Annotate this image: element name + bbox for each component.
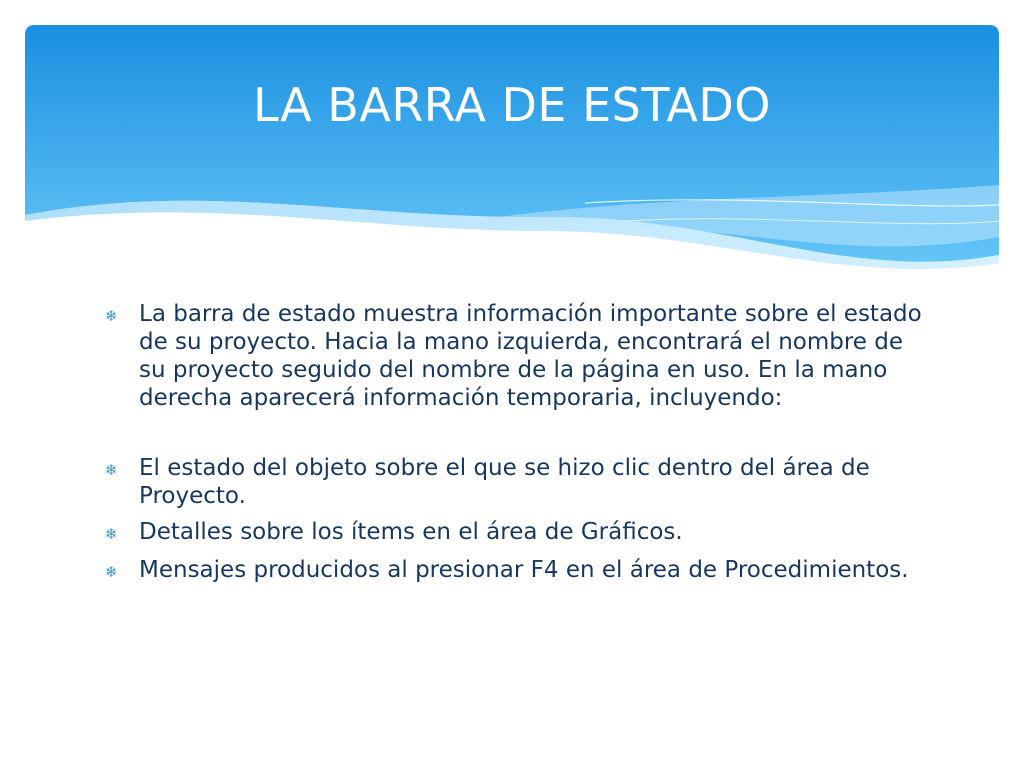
bullet-text: Mensajes producidos al presionar F4 en el área de Procedimientos. — [139, 557, 909, 583]
bullet-list — [105, 300, 925, 586]
snowflake-bullet-icon: ❄ — [105, 461, 118, 479]
bullet-text: La barra de estado muestra información importante sobre el estado de su proyecto. Hacia la mano izquierda, encontrará el nombre de su proyecto seguido del nombre de la página en uso. En la mano derecha aparecerá información temporaria, incluyendo: — [139, 301, 922, 411]
header-banner — [25, 25, 999, 285]
slide-title: LA BARRA DE ESTADO — [253, 78, 771, 132]
list-item — [105, 454, 925, 510]
bullet-text: Detalles sobre los ítems en el área de Gráficos. — [139, 519, 683, 545]
wave-background — [25, 25, 999, 285]
snowflake-bullet-icon: ❄ — [105, 525, 118, 543]
list-item — [105, 300, 925, 412]
list-item — [105, 518, 925, 548]
bullet-text: El estado del objeto sobre el que se hizo clic dentro del área de Proyecto. — [139, 455, 870, 509]
snowflake-bullet-icon: ❄ — [105, 563, 118, 581]
snowflake-bullet-icon: ❄ — [105, 307, 118, 325]
list-item — [105, 556, 925, 586]
